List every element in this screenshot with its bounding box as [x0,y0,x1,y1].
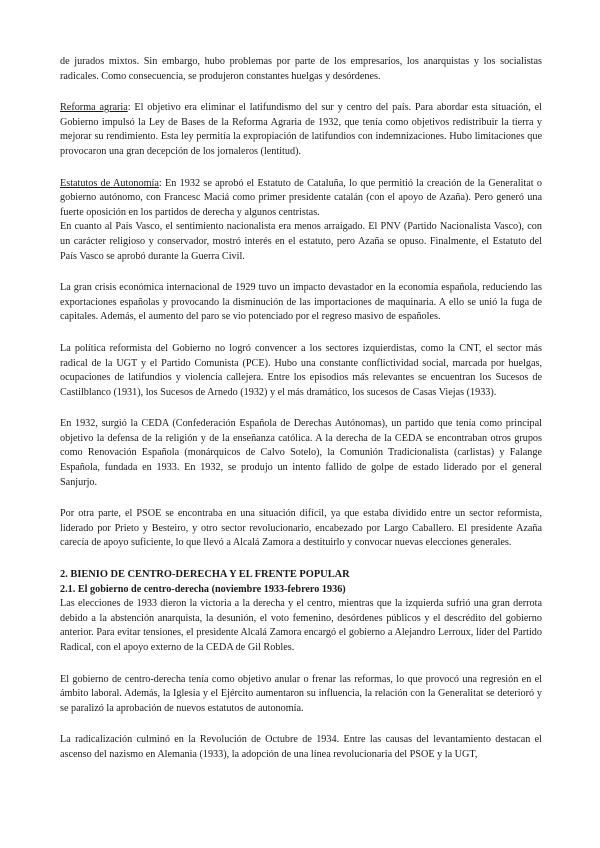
paragraph-gobierno-centro-derecha: El gobierno de centro-derecha tenía como objetivo anular o frenar las reformas, lo que provocó una regresión en el ámbito laboral. Además, la Iglesia y el Ejército aumentaron su influencia, la relación con la Generalitat se deterioró y se paralizó la aprobación de nuevos estatutos de autonomía. [60,673,542,714]
section-heading: 2. BIENIO DE CENTRO-DERECHA Y EL FRENTE POPULAR [60,569,350,581]
paragraph-psoe: Por otra parte, el PSOE se encontraba en una situación difícil, ya que estaba dividido entre un sector reformista, liderado por Prieto y Besteiro, y otro sector revolucionario, encabezado por Largo Caballero. El presidente Azaña carecía de apoyo suficiente, lo que llevó a Alcalá Zamora a destituirlo y convocar nuevas elecciones generales. [60,508,542,549]
paragraph-pais-vasco: En cuanto al País Vasco, el sentimiento nacionalista era menos arraigado. El PNV (Partido Nacionalista Vasco), con un carácter religioso y conservador, mostró interés en el estatuto, pero Azaña se opuso. Finalmente, el Estatuto del País Vasco se aprobó durante la Guerra Civil. [60,221,542,262]
paragraph-radicalizacion: La radicalización culminó en la Revolución de Octubre de 1934. Entre las causas del levantamiento destacan el ascenso del nazismo en Alemania (1933), la adopción de una línea revolucionaria del PSOE y la UGT, [60,734,542,760]
paragraph-reforma-agraria [60,101,542,159]
paragraph-estatutos [60,177,542,221]
text-reforma-agraria: : El objetivo era eliminar el latifundismo del sur y centro del país. Para abordar esta situación, el Gobierno impulsó la Ley de Bases de la Reforma Agraria de 1932, que tenía como objetivos redistribuir la tierra y mejorar su rendimiento. Esta ley permitía la expropiación de latifundios con indemnizaciones. Hubo limitaciones que provocaron una gran decepción de los jornaleros (lentitud). [60,102,542,157]
label-estatutos: Estatutos de Autonomía [60,177,159,189]
paragraph-jurados: de jurados mixtos. Sin embargo, hubo problemas por parte de los empresarios, los anarquistas y los socialistas radicales. Como consecuencia, se produjeron constantes huelgas y desórdenes. [60,56,542,82]
subsection-heading: 2.1. El gobierno de centro-derecha (noviembre 1933-febrero 1936) [60,583,346,595]
paragraph-crisis: La gran crisis económica internacional de 1929 tuvo un impacto devastador en la economía española, reduciendo las exportaciones españolas y provocando la disminución de las importaciones de maquinaria. A ello se unió la fuga de capitales. Además, el aumento del paro se vio potenciado por el regreso masivo de españoles. [60,282,542,323]
paragraph-ceda: En 1932, surgió la CEDA (Confederación Española de Derechas Autónomas), un partido que tenía como principal objetivo la defensa de la religión y de la enseñanza católica. A la derecha de la CEDA se encontraban otros grupos como Renovación Española (monárquicos de Calvo Sotelo), la Comunión Tradicionalista (carlistas) y Falange Española, fundada en 1933. En 1932, se produjo un intento fallido de golpe de estado liderado por el general Sanjurjo. [60,418,542,488]
label-reforma-agraria: Reforma agraria [60,102,128,114]
paragraph-politica-reformista: La política reformista del Gobierno no logró convencer a los sectores izquierdistas, como la CNT, el sector más radical de la UGT y el Partido Comunista (PCE). Hubo una constante conflictividad social, marcada por huelgas, ocupaciones de latifundios y violencia callejera. Entre los episodios más relevantes se encuentran los Sucesos de Castilblanco (1931), los Sucesos de Arnedo (1932) y el más dramático, los sucesos de Casas Viejas (1933). [60,342,542,398]
paragraph-elecciones-1933: Las elecciones de 1933 dieron la victoria a la derecha y el centro, mientras que la izquierda sufrió una gran derrota debido a la abstención anarquista, la desunión, el voto femenino, desórdenes públicos y el descrédito del gobierno anterior. Para evitar tensiones, el presidente Alcalá Zamora encargó el gobierno a Alejandro Lerroux, líder del Partido Radical, con el apoyo externo de la CEDA de Gil Robles. [60,598,542,653]
text-estatutos: : En 1932 se aprobó el Estatuto de Cataluña, lo que permitió la creación de la Generalitat o gobierno autónomo, con Francesc Maciá como primer presidente catalán (con el apoyo de Azaña). Pero generó una fuerte oposición en los partidos de derecha y algunos centristas. [60,177,542,218]
